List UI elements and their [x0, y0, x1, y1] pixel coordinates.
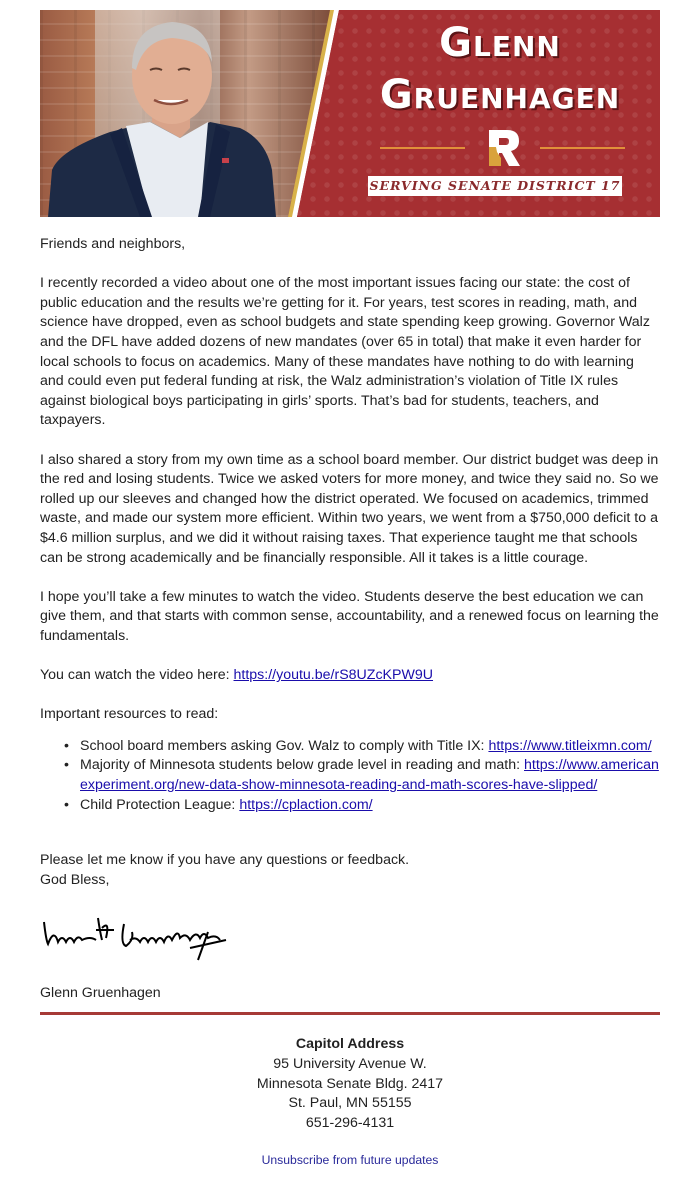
- resources-list: [40, 737, 660, 815]
- resource-text: School board members asking Gov. Walz to comply with Title IX:: [80, 737, 489, 754]
- closing-line: Please let me know if you have any questions or feedback.: [40, 852, 410, 868]
- paragraph-school-board-story: I also shared a story from my own time as a school board member. Our district budget was deep in the red and losing students. Twice we asked voters for more money, and twice they said no. So we rolled up our sleeves and changed how the district operated. We focused on academics, trimmed waste, and made our system more efficient. Within two years, we went from a $750,000 deficit to a $4.6 million surplus, and we did it without raising taxes. That experience taught me that schools can be strong academically and be financially responsible. All it takes is a little courage.: [40, 451, 659, 566]
- resource-link-cplaction[interactable]: https://cplaction.com/: [239, 796, 373, 813]
- resource-link-titleixmn[interactable]: https://www.titleixmn.com/: [488, 737, 652, 754]
- resource-link-americanexperiment[interactable]: https://www.americanexperiment.org/new-data-show-minnesota-reading-and-math-scores-have-slipped/: [80, 757, 659, 794]
- blessing: God Bless,: [40, 871, 110, 888]
- video-link-prefix: You can watch the video here:: [40, 667, 234, 684]
- email-body: [40, 235, 660, 815]
- video-link-line: [40, 666, 660, 686]
- paragraph-video-intro: I recently recorded a video about one of the most important issues facing our state: the cost of public education and the results we’re getting for it. For years, test scores in reading, math, and science have dropped, even as school budgets and state spending keep growing. Governor Walz and the DFL have added dozens of new mandates (over 65 in total) that make it even harder for local schools to focus on academics. Many of these mandates have nothing to do with learning and could even put federal funding at risk, the Walz administration’s violation of Title IX rules against biological boys participating in girls’ sports. That’s bad for students, teachers, and taxpayers.: [40, 275, 650, 429]
- banner-last-name: Gruenhagen: [379, 72, 621, 118]
- signed-name: Glenn Gruenhagen: [40, 985, 161, 1001]
- district-tagline: SERVING SENATE DISTRICT 17: [368, 176, 622, 196]
- address-city: St. Paul, MN 55155: [288, 1095, 412, 1112]
- header-banner: [40, 10, 660, 217]
- resource-item-child-protection: [80, 796, 660, 816]
- resource-item-title-ix: [80, 737, 660, 757]
- address-phone: 651-296-4131: [305, 1115, 395, 1132]
- address-street: 95 University Avenue W.: [273, 1055, 427, 1072]
- banner-first-name: Glenn: [439, 20, 561, 66]
- footer-divider: [40, 1012, 660, 1015]
- resource-item-reading-math: [80, 756, 660, 795]
- unsubscribe-row: [0, 1153, 700, 1167]
- resource-text: Majority of Minnesota students below grade level in reading and math:: [80, 757, 525, 774]
- address-heading: Capitol Address: [295, 1036, 405, 1052]
- handwritten-signature: [40, 910, 240, 970]
- orange-rule-right: [540, 147, 625, 149]
- greeting: Friends and neighbors,: [40, 236, 186, 252]
- unsubscribe-link[interactable]: Unsubscribe from future updates: [261, 1153, 439, 1167]
- senator-portrait: [40, 10, 330, 217]
- closing-block: [40, 851, 660, 890]
- paragraph-watch-video: I hope you’ll take a few minutes to watch the video. Students deserve the best education we can give them, and that starts with common sense, accountability, and a renewed focus on learning the fundamentals.: [40, 588, 659, 644]
- resources-heading: Important resources to read:: [40, 706, 219, 723]
- address-building: Minnesota Senate Bldg. 2417: [256, 1075, 444, 1092]
- orange-rule-left: [380, 147, 465, 149]
- resource-text: Child Protection League:: [80, 796, 240, 813]
- capitol-address-block: [0, 1035, 700, 1134]
- party-logo-row: [380, 128, 625, 168]
- video-link[interactable]: https://youtu.be/rS8UZcKPW9U: [233, 667, 434, 684]
- republican-r-minnesota-logo-icon: [483, 128, 523, 168]
